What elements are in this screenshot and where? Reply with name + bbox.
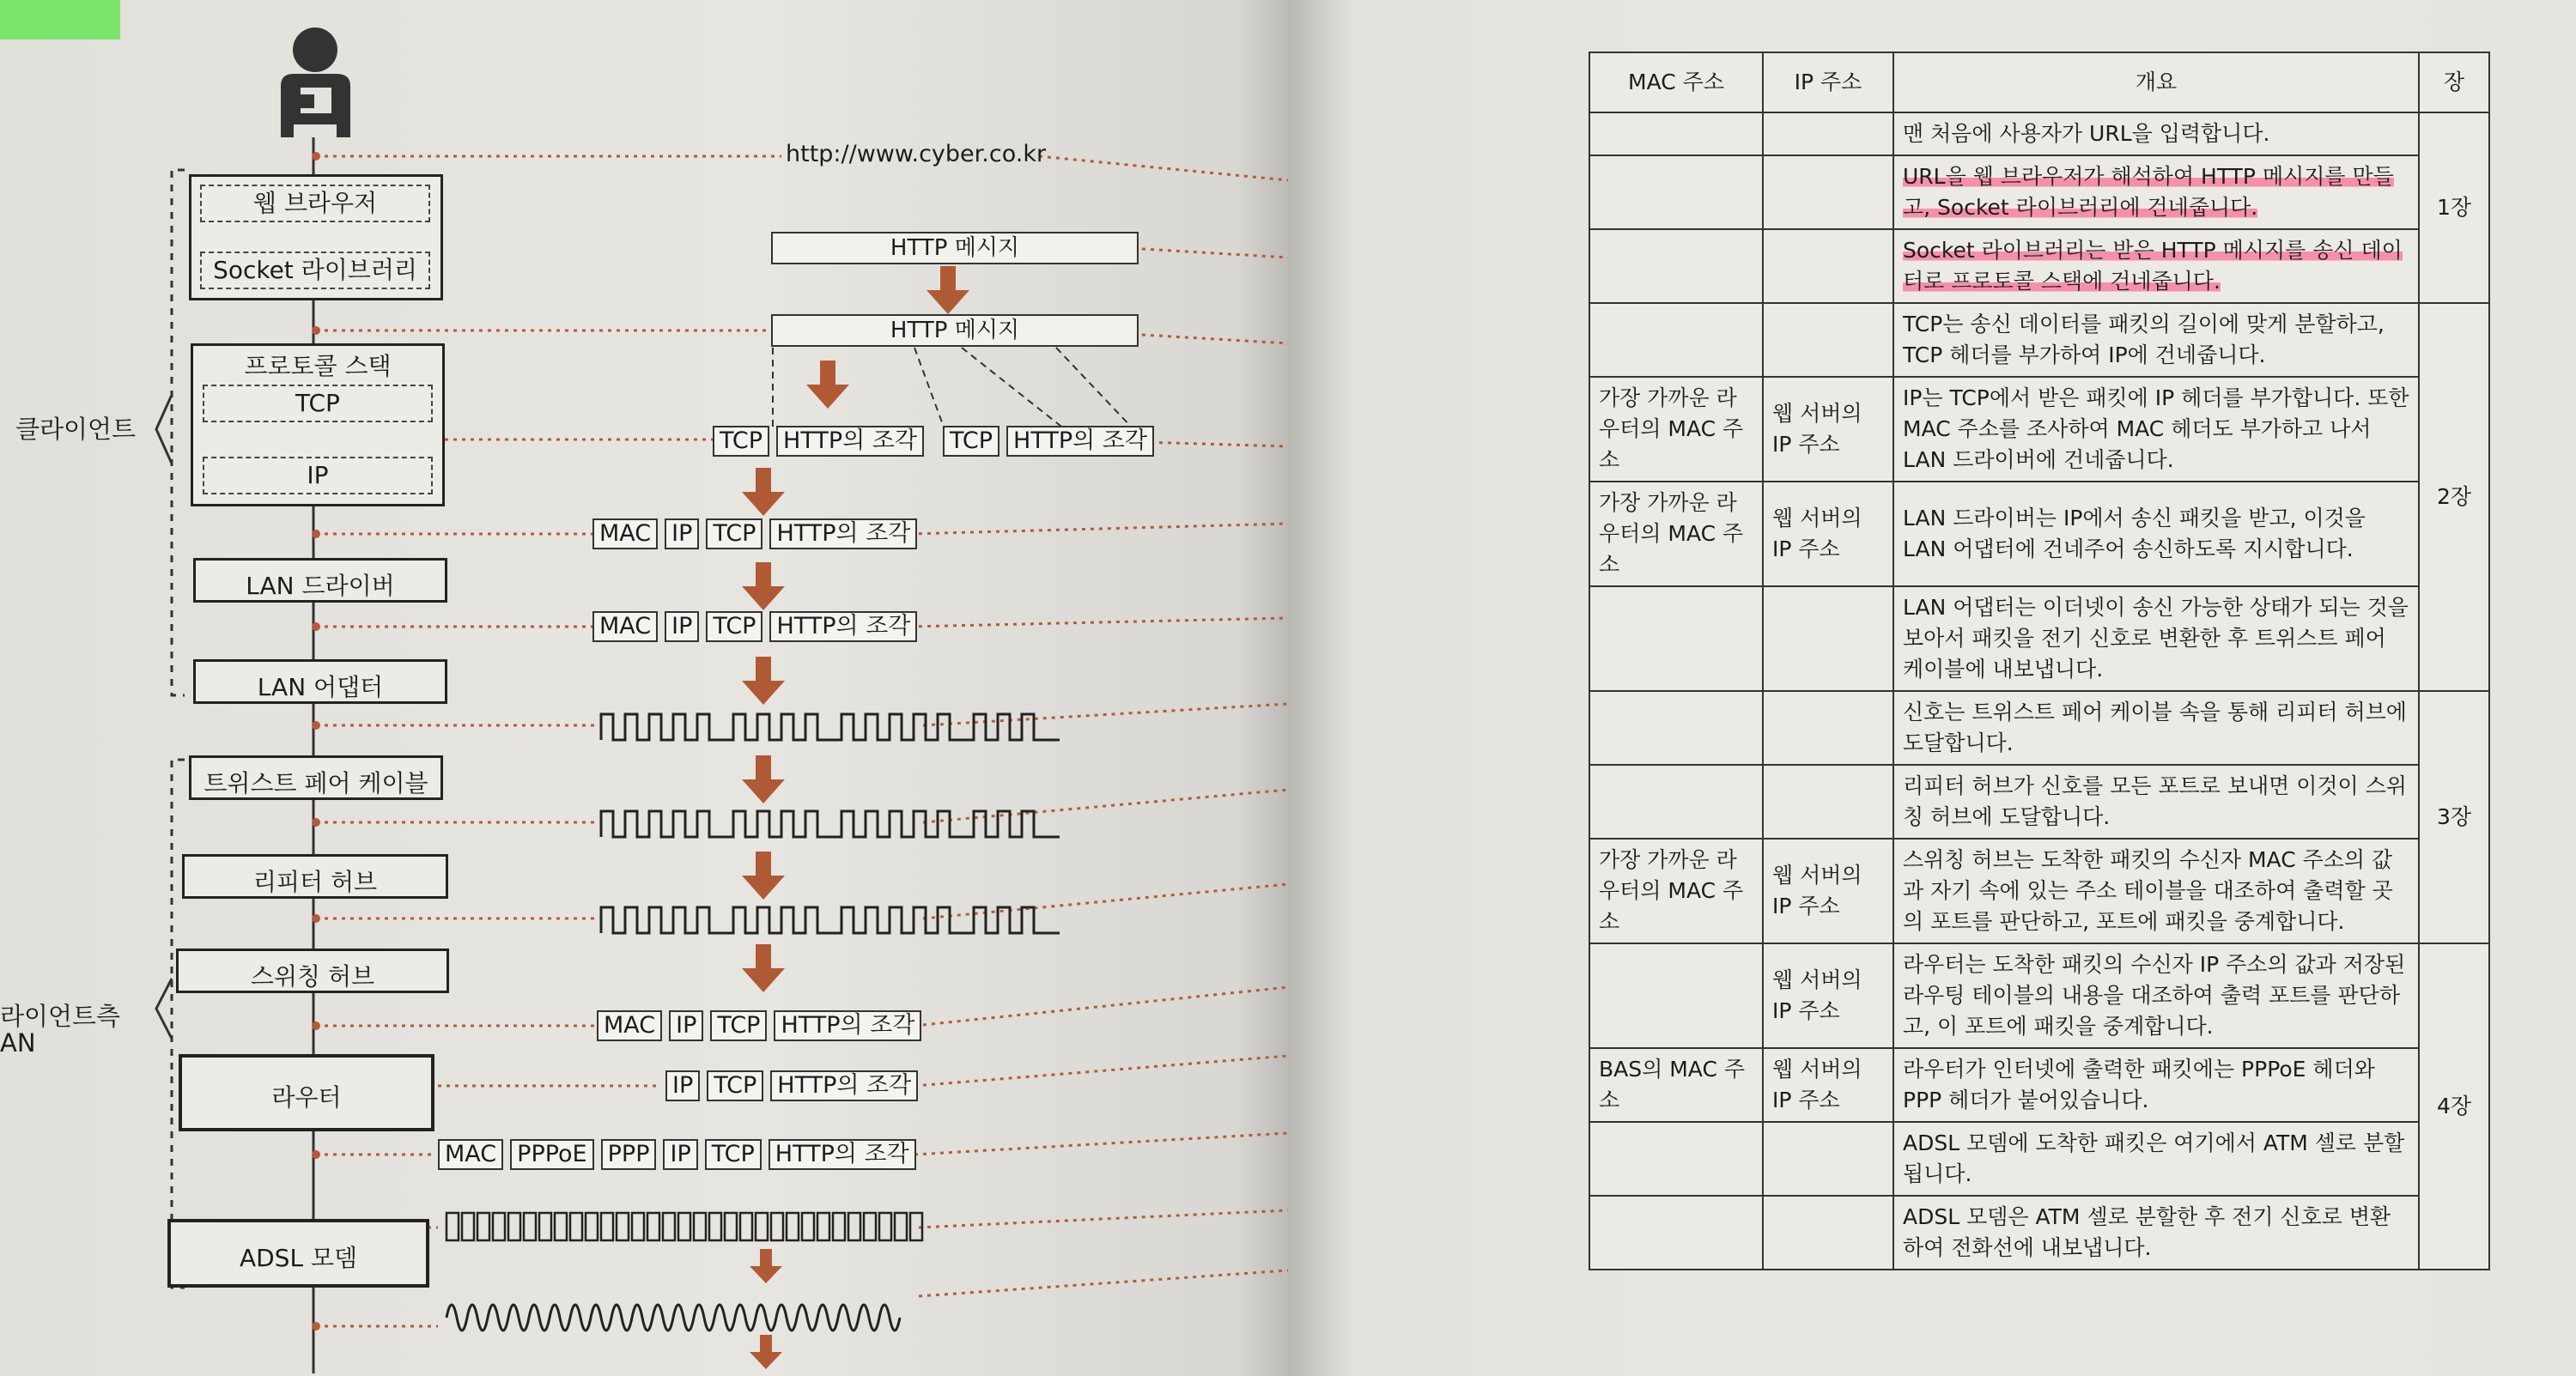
table-row <box>1589 586 2489 691</box>
client-lan-label-2: AN <box>0 1028 36 1058</box>
mac-cell <box>1589 377 1763 482</box>
summary-header-cell: 개요 <box>1893 52 2419 112</box>
summary-cell <box>1893 1122 2419 1196</box>
twisted-pair-box <box>189 755 443 800</box>
summary-cell <box>1893 155 2419 229</box>
summary-cell <box>1893 1196 2419 1270</box>
tcp-header: TCP <box>706 611 762 642</box>
ip-cell <box>1763 229 1893 303</box>
summary-cell <box>1893 229 2419 303</box>
repeater-hub-box <box>182 854 448 899</box>
tcp-segments <box>713 426 1161 457</box>
table-row <box>1589 943 2489 1048</box>
summary-cell-text: 스위칭 허브는 도착한 패킷의 수신자 MAC 주소의 값과 자기 속에 있는 주소 테이블을 대조하여 출력할 곳의 포트를 판단하고, 포트에 패킷을 중계합니다. <box>1903 847 2393 934</box>
ip-cell <box>1763 1048 1893 1122</box>
table-row <box>1589 155 2489 229</box>
table-row <box>1589 377 2489 482</box>
ip-cell <box>1763 482 1893 586</box>
socket-library-label: Socket 라이브러리 <box>213 256 417 284</box>
ip-cell <box>1763 112 1893 155</box>
summary-cell-text: TCP는 송신 데이터를 패킷의 길이에 맞게 분할하고, TCP 헤더를 부가하여 IP에 건네줍니다. <box>1903 312 2385 367</box>
summary-cell-text: LAN 드라이버는 IP에서 송신 패킷을 받고, 이것을 LAN 어댑터에 건네주어 송신하도록 지시합니다. <box>1903 506 2366 561</box>
table-row <box>1589 303 2489 377</box>
lan-driver-label: LAN 드라이버 <box>246 572 395 600</box>
chapter-cell <box>2419 112 2489 303</box>
tcp-header: TCP <box>713 426 769 457</box>
client-lan-label-1: 라이언트측 <box>0 1002 121 1031</box>
table-row <box>1589 1122 2489 1196</box>
web-browser-label: 웹 브라우저 <box>252 189 378 217</box>
ip-cell <box>1763 586 1893 691</box>
user-icon <box>281 27 350 137</box>
lan-adapter-box <box>193 659 447 704</box>
summary-cell <box>1893 586 2419 691</box>
mac-cell <box>1589 303 1763 377</box>
summary-cell <box>1893 943 2419 1048</box>
twisted-pair-label: 트위스트 페어 케이블 <box>204 769 428 797</box>
http-fragment: HTTP의 조각 <box>770 1070 918 1101</box>
mac-cell-text: 가장 가까운 라우터의 MAC 주소 <box>1599 847 1744 934</box>
mac-cell <box>1589 112 1763 155</box>
mac-cell <box>1589 482 1763 586</box>
summary-cell <box>1893 112 2419 155</box>
summary-cell-text: URL을 웹 브라우저가 해석하여 HTTP 메시지를 만들고, Socket 라이브러리에 건네줍니다. <box>1903 164 2394 220</box>
mac-cell <box>1589 229 1763 303</box>
summary-cell-text: ADSL 모뎀은 ATM 셀로 분할한 후 전기 신호로 변환하여 전화선에 내보냅니다. <box>1903 1204 2391 1260</box>
http-fragment: HTTP의 조각 <box>769 518 917 549</box>
ip-cell <box>1763 839 1893 943</box>
chapter-header-cell: 장 <box>2419 52 2489 112</box>
mac-header-cell: MAC 주소 <box>1589 52 1763 112</box>
mac-cell-text: 가장 가까운 라우터의 MAC 주소 <box>1599 490 1744 577</box>
http-fragment: HTTP의 조각 <box>774 1010 921 1041</box>
summary-cell-text: ADSL 모뎀에 도착한 패킷은 여기에서 ATM 셀로 분할됩니다. <box>1903 1131 2405 1186</box>
router-box <box>179 1054 434 1131</box>
table-row <box>1589 112 2489 155</box>
summary-cell <box>1893 482 2419 586</box>
packet-lan-adapter <box>592 611 924 642</box>
ip-header: IP <box>665 1070 700 1101</box>
ip-cell <box>1763 1122 1893 1196</box>
table-header-row <box>1589 52 2489 112</box>
adsl-modem-label: ADSL 모뎀 <box>239 1244 358 1272</box>
mac-cell <box>1589 586 1763 691</box>
chapter-cell-text: 1장 <box>2436 195 2472 220</box>
mac-header: MAC <box>592 611 658 642</box>
mac-cell <box>1589 1048 1763 1122</box>
http-message-1: HTTP 메시지 <box>771 232 1139 264</box>
lan-driver-box <box>193 558 447 603</box>
summary-cell-text: 라우터가 인터넷에 출력한 패킷에는 PPPoE 헤더와 PPP 헤더가 붙어있습니다. <box>1903 1057 2375 1112</box>
ppp-header: PPP <box>601 1139 657 1170</box>
summary-table <box>1589 52 2490 1270</box>
client-label: 클라이언트 <box>15 415 137 444</box>
ip-header: IP <box>665 518 699 549</box>
summary-cell-text: LAN 어댑터는 이더넷이 송신 가능한 상태가 되는 것을 보아서 패킷을 전기 신호로 변환한 후 트위스트 페어 케이블에 내보냅니다. <box>1903 595 2409 682</box>
ip-cell-text: 웹 서버의 IP 주소 <box>1772 863 1862 918</box>
tcp-header: TCP <box>706 518 762 549</box>
summary-cell <box>1893 377 2419 482</box>
table-row <box>1589 765 2489 839</box>
mac-cell <box>1589 765 1763 839</box>
mac-cell-text: 가장 가까운 라우터의 MAC 주소 <box>1599 385 1744 472</box>
tcp-header: TCP <box>707 1070 763 1101</box>
ip-cell <box>1763 303 1893 377</box>
packet-pppoe <box>438 1139 923 1170</box>
tcp-header: TCP <box>710 1010 767 1041</box>
tcp-label: TCP <box>295 389 340 417</box>
summary-cell <box>1893 691 2419 765</box>
http-message-2: HTTP 메시지 <box>771 314 1139 347</box>
ip-cell-text: 웹 서버의 IP 주소 <box>1772 1057 1862 1112</box>
table-row <box>1589 1196 2489 1270</box>
summary-cell <box>1893 839 2419 943</box>
chapter-cell-text: 2장 <box>2436 484 2472 509</box>
adsl-modem-box <box>167 1219 429 1288</box>
router-label: 라우터 <box>271 1083 342 1112</box>
pppoe-header: PPPoE <box>510 1139 593 1170</box>
ip-header-cell: IP 주소 <box>1763 52 1893 112</box>
ip-cell <box>1763 1196 1893 1270</box>
protocol-stack-label: 프로토콜 스택 <box>244 352 392 380</box>
ip-header: IP <box>665 611 699 642</box>
ip-cell <box>1763 377 1893 482</box>
ip-label: IP <box>307 461 329 489</box>
mac-header: MAC <box>592 518 658 549</box>
summary-cell <box>1893 303 2419 377</box>
chapter-cell <box>2419 943 2489 1270</box>
http-fragment: HTTP의 조각 <box>1006 426 1154 457</box>
chapter-cell-text: 4장 <box>2436 1094 2472 1118</box>
mac-header: MAC <box>597 1010 662 1041</box>
table-row <box>1589 229 2489 303</box>
summary-cell <box>1893 1048 2419 1122</box>
packet-switching-hub <box>597 1010 928 1041</box>
chapter-cell <box>2419 303 2489 691</box>
switching-hub-box <box>176 949 449 993</box>
mac-cell <box>1589 691 1763 765</box>
tcp-header: TCP <box>705 1139 762 1170</box>
mac-cell <box>1589 1122 1763 1196</box>
chapter-cell-text: 3장 <box>2436 804 2472 829</box>
summary-cell-text: IP는 TCP에서 받은 패킷에 IP 헤더를 부가합니다. 또한 MAC 주소를 조사하여 MAC 헤더도 부가하고 나서 LAN 드라이버에 건네줍니다. <box>1903 385 2409 472</box>
ip-header: IP <box>669 1010 703 1041</box>
mac-cell <box>1589 1196 1763 1270</box>
table-row <box>1589 839 2489 943</box>
summary-cell-text: Socket 라이브러리는 받은 HTTP 메시지를 송신 데이터로 프로토콜 스택에 건네줍니다. <box>1903 238 2403 294</box>
mac-cell <box>1589 943 1763 1048</box>
table-row <box>1589 482 2489 586</box>
summary-cell <box>1893 765 2419 839</box>
ip-box <box>203 457 433 494</box>
http-fragment: HTTP의 조각 <box>769 611 917 642</box>
packet-router <box>665 1070 925 1101</box>
packet-lan-driver <box>592 518 924 549</box>
socket-library-box <box>200 252 430 289</box>
summary-cell-text: 리피터 허브가 신호를 모든 포트로 보내면 이것이 스위칭 허브에 도달합니다. <box>1903 773 2407 829</box>
mac-cell-text: BAS의 MAC 주소 <box>1599 1057 1746 1112</box>
summary-cell-text: 신호는 트위스트 페어 케이블 속을 통해 리피터 허브에 도달합니다. <box>1903 700 2407 755</box>
http-fragment: HTTP의 조각 <box>776 426 924 457</box>
ip-cell-text: 웹 서버의 IP 주소 <box>1772 506 1862 561</box>
http-fragment: HTTP의 조각 <box>769 1139 916 1170</box>
table-row <box>1589 1048 2489 1122</box>
mac-header: MAC <box>438 1139 503 1170</box>
tcp-header: TCP <box>943 426 999 457</box>
repeater-hub-label: 리피터 허브 <box>252 868 378 896</box>
mac-cell <box>1589 155 1763 229</box>
ip-cell <box>1763 765 1893 839</box>
ip-cell-text: 웹 서버의 IP 주소 <box>1772 967 1862 1023</box>
summary-cell-text: 맨 처음에 사용자가 URL을 입력합니다. <box>1903 121 2270 146</box>
switching-hub-label: 스위칭 허브 <box>250 962 375 991</box>
lan-adapter-label: LAN 어댑터 <box>257 673 384 701</box>
ip-cell <box>1763 155 1893 229</box>
tcp-box <box>203 385 433 422</box>
ip-cell <box>1763 943 1893 1048</box>
web-browser-box <box>200 185 430 222</box>
summary-cell-text: 라우터는 도착한 패킷의 수신자 IP 주소의 값과 저장된 라우팅 테이블의 내용을 대조하여 출력 포트를 판단하고, 이 포트에 패킷을 중계합니다. <box>1903 952 2406 1039</box>
ip-cell <box>1763 691 1893 765</box>
url-text: http://www.cyber.co.kr <box>786 141 1047 167</box>
ip-cell-text: 웹 서버의 IP 주소 <box>1772 401 1862 457</box>
table-row <box>1589 691 2489 765</box>
ip-header: IP <box>663 1139 697 1170</box>
chapter-cell <box>2419 691 2489 943</box>
mac-cell <box>1589 839 1763 943</box>
